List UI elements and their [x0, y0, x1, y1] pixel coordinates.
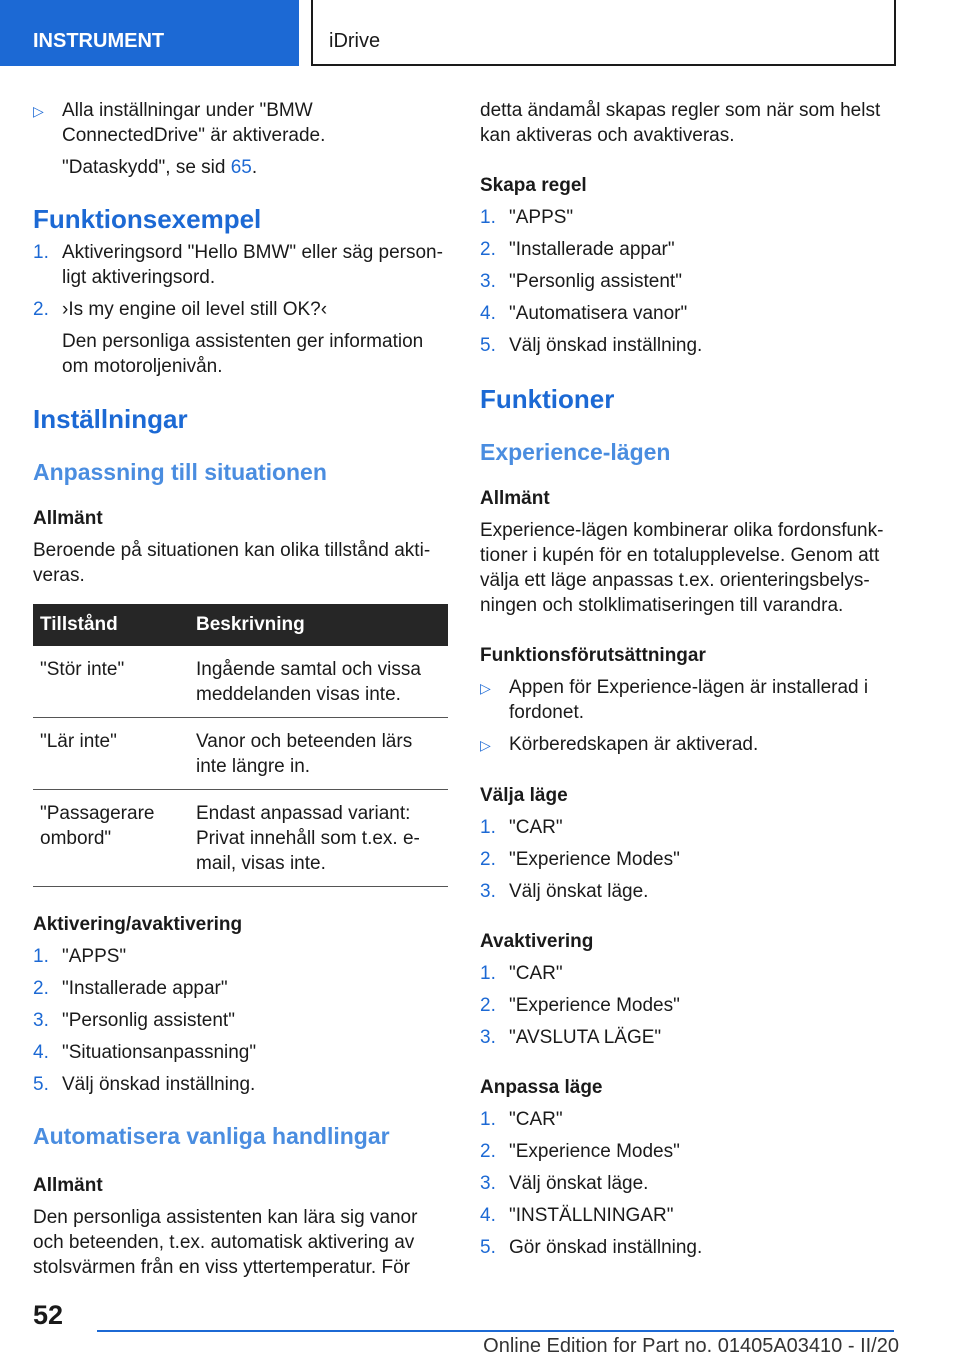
page-number: 52 — [33, 1300, 64, 1330]
step-text: "INSTÄLLNINGAR" — [509, 1205, 674, 1226]
step-text: ›Is my engine oil level still OK?‹ — [62, 299, 328, 320]
list-item — [480, 269, 890, 294]
triangle-right-icon: ▷ — [33, 103, 44, 119]
list-item — [480, 237, 890, 262]
list-item — [33, 1040, 448, 1065]
step-text: Välj önskad inställning. — [509, 335, 703, 356]
adjust-mode-steps — [480, 1107, 890, 1260]
step-number: 1. — [480, 817, 496, 838]
step-text: Gör önskad inställning. — [509, 1237, 703, 1258]
triangle-right-icon: ▷ — [480, 737, 491, 753]
list-item — [480, 815, 890, 840]
footer-divider — [97, 1330, 894, 1332]
paragraph-beroende: Beroende på situationen kan olika tillstånd aktiveras. — [33, 540, 431, 586]
step-number: 4. — [33, 1042, 49, 1063]
step-text: "CAR" — [509, 817, 563, 838]
subheading-forutsattningar: Funktionsförutsättningar — [480, 645, 706, 666]
chapter-label: iDrive — [311, 0, 896, 66]
subheading-allmant: Allmänt — [33, 508, 103, 529]
table-cell: Ingående samtal och vissa meddelanden visas inte. — [189, 646, 448, 718]
edition-text: Online Edition for Part no. 01405A03410 - II/20 — [483, 1335, 899, 1357]
heading-anpassning: Anpassning till situationen — [33, 459, 327, 485]
step-text: "CAR" — [509, 1109, 563, 1130]
list-item — [480, 1139, 890, 1164]
left-column — [33, 98, 448, 1280]
heading-automatisera: Automatisera vanliga handlingar — [33, 1123, 390, 1149]
create-rule-steps — [480, 205, 890, 358]
step-number: 5. — [480, 1237, 496, 1258]
list-item — [480, 1025, 890, 1050]
list-item — [480, 333, 890, 358]
paragraph-experience: Experience-lägen kombinerar olika fordonsfunktioner i kupén för en totalupplevelse. Genom att välja ett läge anpassas t.ex. orienteringsbelysningen och stolklimatiseringen till varandra. — [480, 520, 884, 616]
subheading-anpassa: Anpassa läge — [480, 1077, 603, 1098]
step-text: Aktiveringsord "Hello BMW" eller säg personligt aktiveringsord. — [62, 242, 443, 288]
step-text: "APPS" — [509, 207, 574, 228]
step-number: 1. — [480, 207, 496, 228]
example-steps — [33, 240, 448, 322]
list-item — [480, 1171, 890, 1196]
deactivation-steps — [480, 961, 890, 1050]
list-item — [480, 961, 890, 986]
list-item — [33, 297, 448, 322]
step-number: 4. — [480, 303, 496, 324]
see-end: . — [251, 157, 258, 178]
page-header — [0, 0, 960, 66]
table-header-row — [33, 604, 448, 646]
bullet-text: Appen för Experience-lägen är installerad i fordonet. — [509, 677, 869, 723]
step-number: 1. — [33, 242, 49, 263]
bullet-item — [33, 98, 448, 148]
step-number: 1. — [480, 963, 496, 984]
step-number: 3. — [33, 1010, 49, 1031]
step-text: Välj önskat läge. — [509, 1173, 649, 1194]
right-column — [480, 98, 890, 1260]
heading-experience: Experience-lägen — [480, 439, 671, 465]
table-cell: "Passagerare ombord" — [33, 790, 189, 887]
list-item — [33, 944, 448, 969]
step-text: "Experience Modes" — [509, 849, 680, 870]
table-cell: Endast anpassad variant: Privat innehåll som t.ex. e-mail, visas inte. — [189, 790, 448, 887]
bullet-text: Körberedskapen är aktiverad. — [509, 734, 759, 755]
subheading-avaktivering: Avaktivering — [480, 931, 594, 952]
step-text: "APPS" — [62, 946, 127, 967]
step-text: "AVSLUTA LÄGE" — [509, 1027, 662, 1048]
list-item — [33, 240, 448, 290]
list-item — [480, 1107, 890, 1132]
step-number: 1. — [480, 1109, 496, 1130]
column-header: Beskrivning — [189, 604, 448, 646]
step-text: Välj önskat läge. — [509, 881, 649, 902]
state-table — [33, 604, 448, 887]
list-item — [480, 301, 890, 326]
list-item — [33, 1072, 448, 1097]
requirement-list — [480, 675, 890, 758]
subheading-allmant-2: Allmänt — [33, 1175, 103, 1196]
bullet-item — [480, 732, 890, 758]
see-reference — [33, 155, 448, 180]
list-item — [33, 976, 448, 1001]
step-text: "CAR" — [509, 963, 563, 984]
subheading-aktivering: Aktivering/avaktivering — [33, 914, 243, 935]
step-number: 2. — [480, 849, 496, 870]
step-text: "Installerade appar" — [62, 978, 228, 999]
table-row — [33, 646, 448, 718]
column-header: Tillstånd — [33, 604, 189, 646]
step-text: "Personlig assistent" — [62, 1010, 235, 1031]
step-number: 2. — [480, 1141, 496, 1162]
step-text: "Automatisera vanor" — [509, 303, 688, 324]
example-result: Den personliga assistenten ger information om motoroljenivån. — [62, 331, 424, 377]
step-number: 2. — [33, 978, 49, 999]
bullet-item — [480, 675, 890, 725]
table-row — [33, 790, 448, 887]
subheading-valja: Välja läge — [480, 785, 568, 806]
step-number: 3. — [480, 271, 496, 292]
heading-funktioner: Funktioner — [480, 384, 615, 414]
step-number: 5. — [480, 335, 496, 356]
page-link[interactable]: 65 — [230, 157, 252, 178]
heading-installningar: Inställningar — [33, 404, 188, 434]
step-text: "Experience Modes" — [509, 1141, 680, 1162]
paragraph-continued: detta ändamål skapas regler som när som helst kan aktiveras och avaktiveras. — [480, 100, 881, 146]
table-row — [33, 718, 448, 790]
step-text: Välj önskad inställning. — [62, 1074, 256, 1095]
step-number: 1. — [33, 946, 49, 967]
triangle-right-icon: ▷ — [480, 680, 491, 696]
step-text: "Installerade appar" — [509, 239, 675, 260]
subheading-allmant-right: Allmänt — [480, 488, 550, 509]
step-number: 2. — [33, 299, 49, 320]
table-cell: "Lär inte" — [33, 718, 189, 790]
step-text: "Personlig assistent" — [509, 271, 682, 292]
list-item — [480, 1235, 890, 1260]
heading-funktionsexempel: Funktionsexempel — [33, 204, 262, 234]
list-item — [480, 993, 890, 1018]
subheading-skapa: Skapa regel — [480, 175, 587, 196]
step-number: 3. — [480, 881, 496, 902]
step-number: 2. — [480, 239, 496, 260]
select-mode-steps — [480, 815, 890, 904]
step-text: "Experience Modes" — [509, 995, 680, 1016]
table-cell: "Stör inte" — [33, 646, 189, 718]
activation-steps — [33, 944, 448, 1097]
list-item — [480, 847, 890, 872]
section-tab: INSTRUMENT — [0, 0, 299, 66]
step-number: 2. — [480, 995, 496, 1016]
table-cell: Vanor och beteenden lärs inte längre in. — [189, 718, 448, 790]
bullet-text: Alla inställningar under "BMW ConnectedDrive" är aktiverade. — [62, 100, 326, 146]
list-item — [480, 205, 890, 230]
step-number: 3. — [480, 1173, 496, 1194]
see-text: "Dataskydd", se sid — [62, 157, 231, 178]
list-item — [480, 879, 890, 904]
list-item — [480, 1203, 890, 1228]
step-number: 5. — [33, 1074, 49, 1095]
step-number: 3. — [480, 1027, 496, 1048]
paragraph-den: Den personliga assistenten kan lära sig vanor och beteenden, t.ex. automatisk aktivering av stolsvärmen från en viss yttertemperatur. För — [33, 1207, 418, 1278]
list-item — [33, 1008, 448, 1033]
step-text: "Situationsanpassning" — [62, 1042, 257, 1063]
step-number: 4. — [480, 1205, 496, 1226]
